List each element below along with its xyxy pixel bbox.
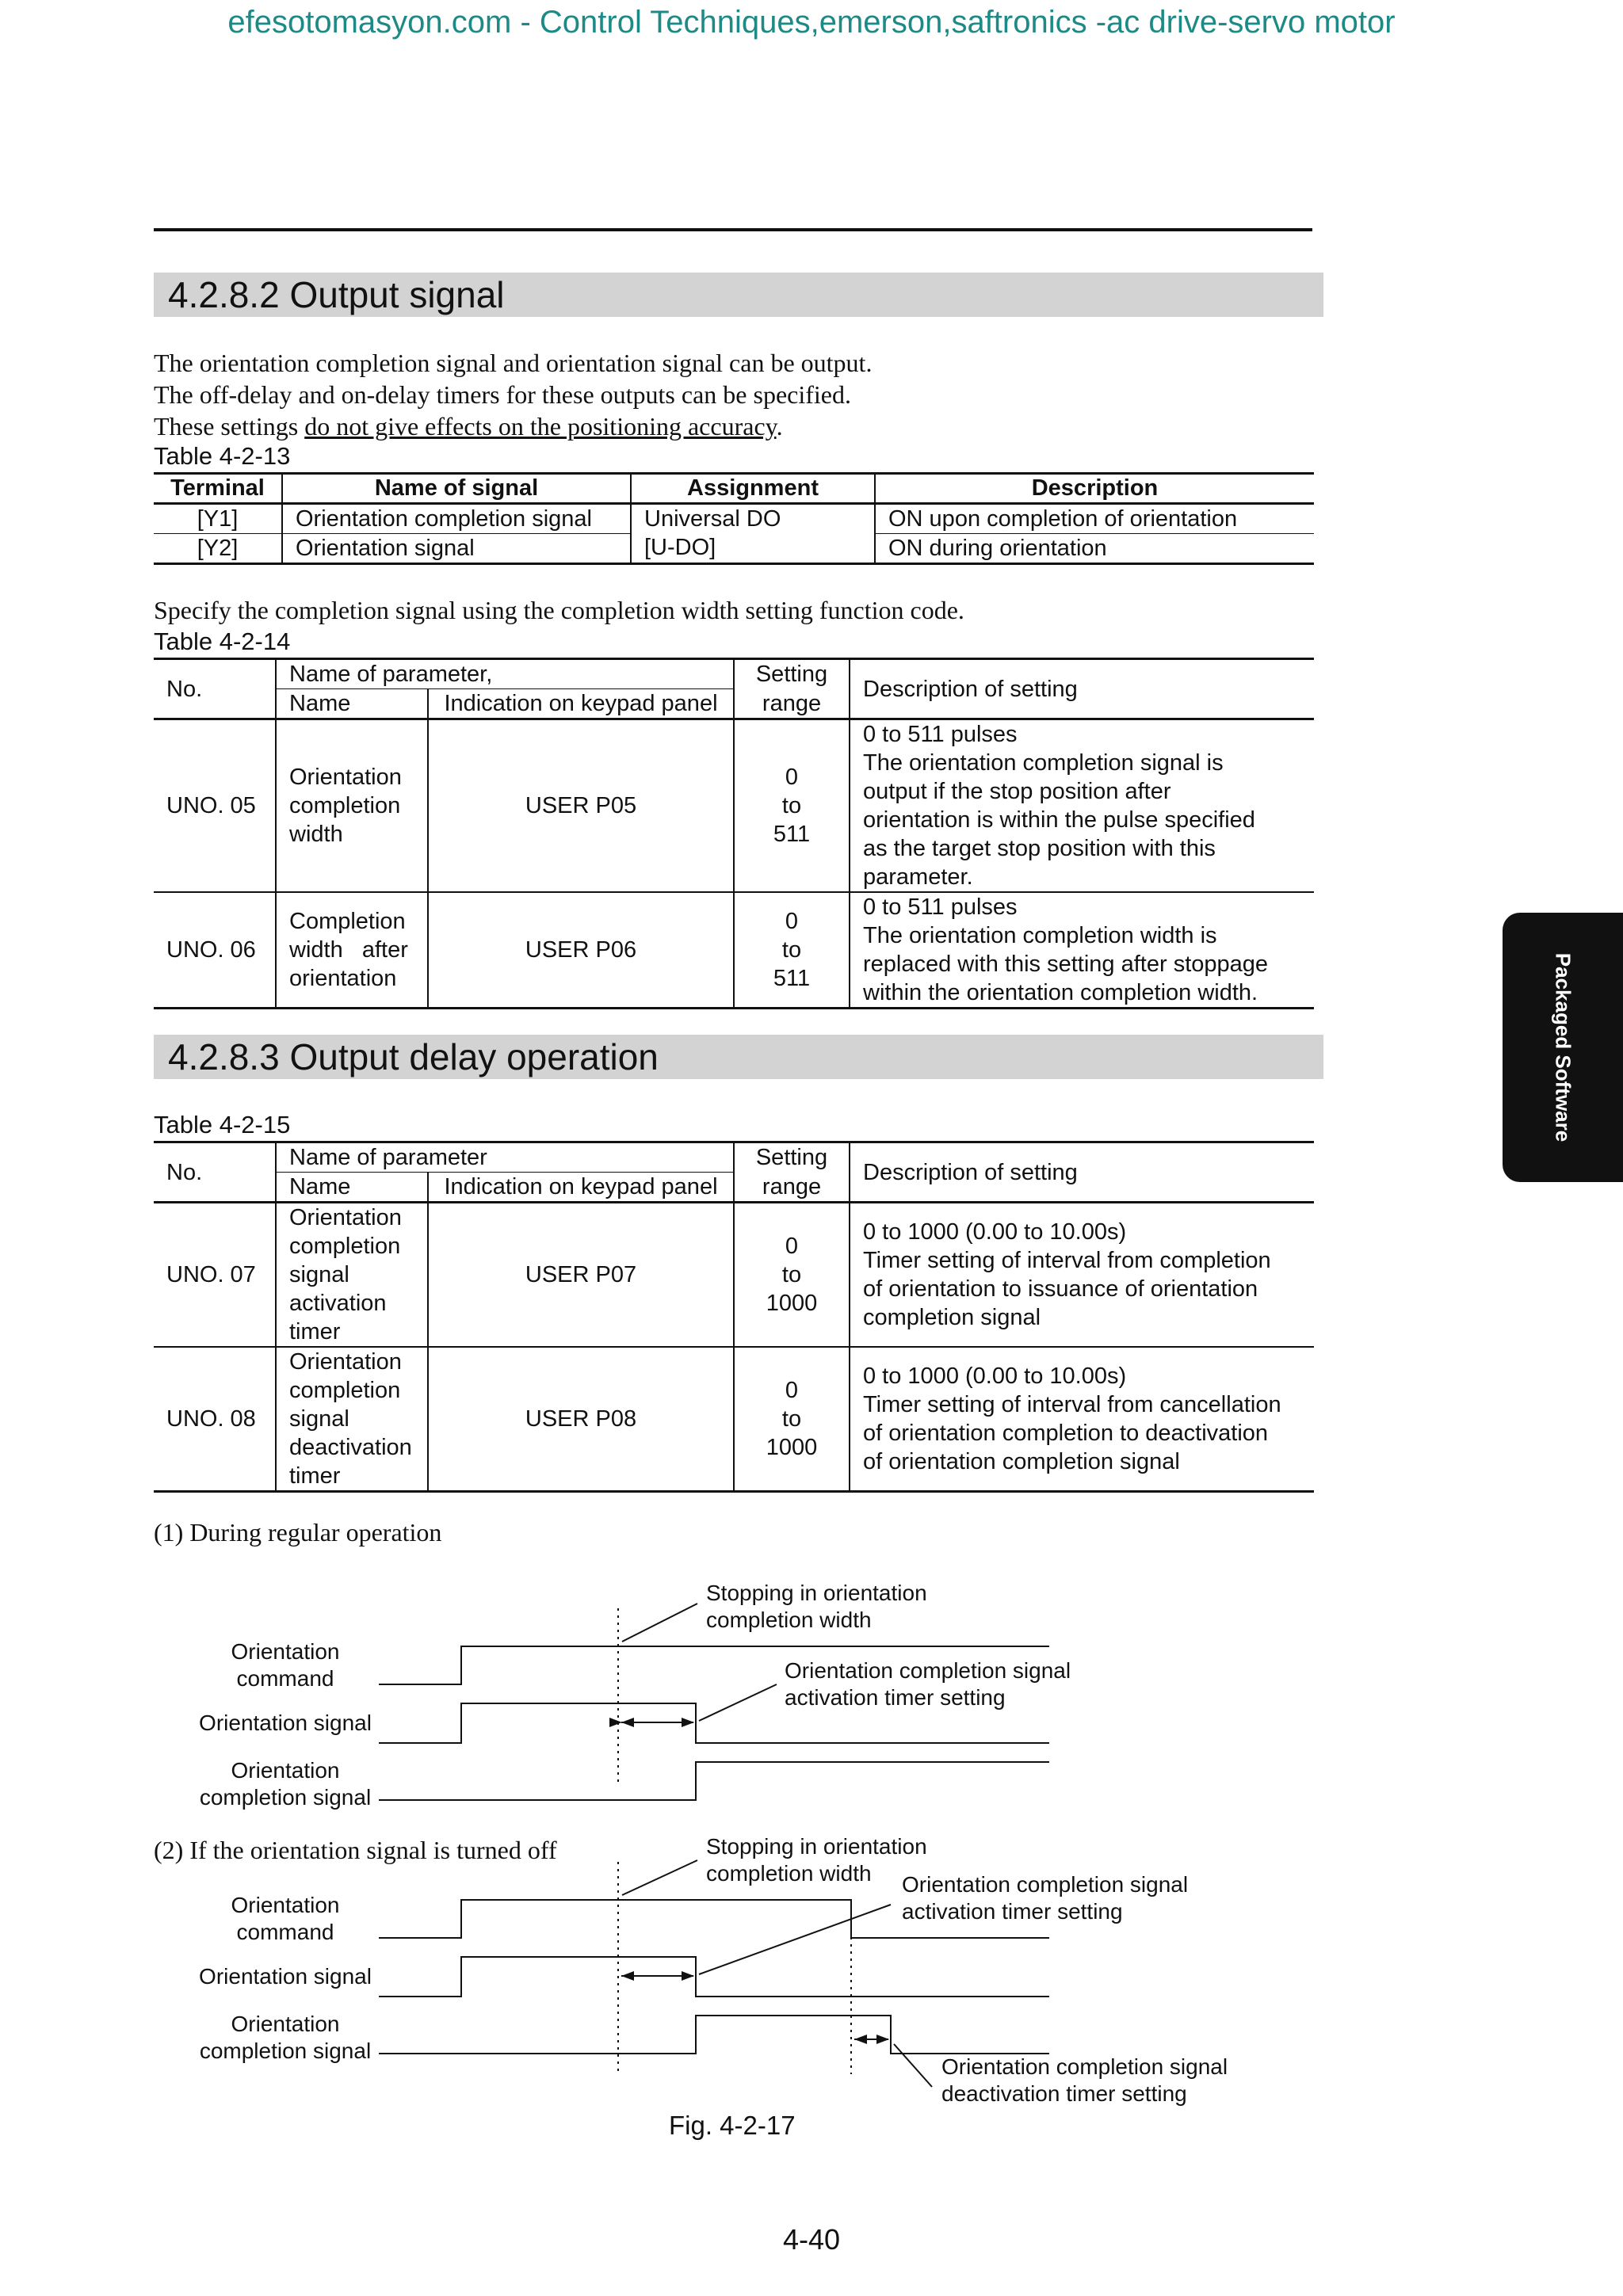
name-line: width after	[289, 937, 408, 963]
table-4-2-13-caption: Table 4-2-13	[154, 442, 291, 470]
activation-leader-line	[699, 1905, 891, 1974]
header-range: range	[734, 689, 850, 719]
label-stopping-2: completion width	[706, 1861, 872, 1886]
name-line: orientation	[289, 966, 397, 991]
header-assignment: Assignment	[631, 474, 875, 504]
description-line: Timer setting of interval from completion	[863, 1248, 1271, 1273]
intro-line-2: The off-delay and on-delay timers for these outputs can be specified.	[154, 380, 851, 409]
intro-line-1: The orientation completion signal and orientation signal can be output.	[154, 349, 873, 377]
name-line: activation	[289, 1291, 387, 1316]
header-terminal: Terminal	[154, 474, 282, 504]
description-line: orientation is within the pulse specified	[863, 807, 1255, 833]
diagram-heading-2-text: (2) If the orientation signal is turned off	[154, 1836, 557, 1864]
name-line: width	[289, 822, 343, 847]
description-line: The orientation completion signal is	[863, 750, 1224, 776]
description-line: output if the stop position after	[863, 779, 1171, 804]
side-tab	[1503, 913, 1623, 1182]
range-line: 1000	[766, 1291, 818, 1316]
label-activation-2: activation timer setting	[785, 1685, 1006, 1710]
description-line: of orientation completion to deactivation	[863, 1421, 1269, 1446]
description-line: of orientation to issuance of orientation	[863, 1276, 1258, 1302]
table-4-2-14-caption: Table 4-2-14	[154, 627, 291, 655]
side-tab-label: Packaged Software	[1551, 952, 1575, 1142]
intro-line-3-prefix: These settings	[154, 412, 305, 441]
description-line: as the target stop position with this	[863, 836, 1216, 861]
name-line: Orientation	[289, 765, 402, 790]
cell-indication: USER P05	[428, 719, 734, 893]
range-line: to	[781, 1406, 802, 1432]
cell-terminal: [Y1]	[154, 504, 282, 534]
header-description: Description	[875, 474, 1314, 504]
cell-no: UNO. 05	[154, 719, 276, 893]
label-stopping-2: completion width	[706, 1608, 872, 1632]
name-line: completion	[289, 1234, 401, 1259]
label-completion-signal-1: Orientation	[231, 1758, 340, 1783]
label-stopping-1: Stopping in orientation	[706, 1581, 927, 1605]
range-line: 0	[785, 1378, 799, 1403]
name-line: completion	[289, 1378, 401, 1403]
activation-leader-line	[699, 1684, 777, 1721]
diagram-1-labels	[199, 1581, 1071, 1810]
range-line: 511	[773, 822, 811, 847]
range-line: 0	[785, 765, 799, 790]
description-line: parameter.	[863, 864, 973, 890]
label-activation-2: activation timer setting	[902, 1899, 1123, 1924]
section-heading-output-delay: 4.2.8.3 Output delay operation	[154, 1035, 1323, 1079]
range-line: to	[781, 937, 802, 963]
range-line: 0	[785, 909, 799, 934]
cell-description: ON upon completion of orientation	[875, 504, 1314, 534]
table-4-2-15-caption: Table 4-2-15	[154, 1111, 291, 1138]
label-deactivation-2: deactivation timer setting	[941, 2081, 1187, 2106]
description-line: The orientation completion width is	[863, 923, 1217, 948]
range-line: 0	[785, 1234, 799, 1259]
completion-signal-waveform	[379, 1762, 1049, 1800]
cell-signal-name: Orientation signal	[282, 534, 631, 564]
cell-no: UNO. 07	[154, 1203, 276, 1348]
section-heading-output-signal: 4.2.8.2 Output signal	[154, 273, 1323, 317]
header-range: range	[734, 1173, 850, 1203]
arrow-head-left	[854, 2035, 867, 2044]
description-line: replaced with this setting after stoppage	[863, 952, 1269, 977]
label-orientation-signal: Orientation signal	[199, 1711, 372, 1735]
stopping-leader-line	[622, 1860, 697, 1895]
header-name-of-parameter: Name of parameter	[276, 1142, 734, 1173]
label-deactivation-1: Orientation completion signal	[941, 2054, 1228, 2079]
cell-no: UNO. 06	[154, 892, 276, 1009]
header-no: No.	[154, 1142, 276, 1203]
header-indication: Indication on keypad panel	[428, 1173, 734, 1203]
label-orientation-command-1: Orientation	[231, 1639, 340, 1664]
label-stopping-1: Stopping in orientation	[706, 1834, 927, 1859]
orientation-signal-waveform	[379, 1957, 1049, 1997]
label-completion-signal-1: Orientation	[231, 2012, 340, 2036]
stopping-leader-line	[622, 1604, 697, 1642]
header-indication: Indication on keypad panel	[428, 689, 734, 719]
label-activation-1: Orientation completion signal	[785, 1658, 1071, 1683]
cell-indication: USER P06	[428, 892, 734, 1009]
figure-caption: Fig. 4-2-17	[669, 2111, 796, 2140]
cell-assignment: [U-DO]	[631, 534, 875, 564]
completion-signal-waveform	[379, 2016, 1049, 2054]
cell-indication: USER P07	[428, 1203, 734, 1348]
label-orientation-command-2: command	[236, 1666, 334, 1691]
description-line: of orientation completion signal	[863, 1449, 1180, 1474]
range-line: to	[781, 793, 802, 818]
range-line: 511	[773, 966, 811, 991]
watermark: efesotomasyon.com - Control Techniques,emerson,saftronics -ac drive-servo motor	[227, 5, 1396, 40]
cell-signal-name: Orientation completion signal	[282, 504, 631, 534]
header-no: No.	[154, 659, 276, 719]
header-description: Description of setting	[850, 1142, 1314, 1203]
completion-width-line: Specify the completion signal using the completion width setting function code.	[154, 596, 964, 624]
page-number: 4-40	[782, 2223, 841, 2256]
description-line: 0 to 1000 (0.00 to 10.00s)	[863, 1219, 1127, 1245]
header-name-of-parameter: Name of parameter,	[276, 659, 734, 689]
cell-description: ON during orientation	[875, 534, 1314, 564]
intro-line-3-suffix: .	[776, 412, 783, 441]
arrow-head-left	[621, 1971, 634, 1981]
range-line: to	[781, 1262, 802, 1287]
intro-line-3-underlined: do not give effects on the positioning accuracy	[304, 412, 777, 441]
cell-no: UNO. 08	[154, 1347, 276, 1492]
name-line: Orientation	[289, 1349, 402, 1375]
name-line: timer	[289, 1463, 341, 1489]
name-line: signal	[289, 1262, 349, 1287]
name-line: timer	[289, 1319, 341, 1344]
name-line: signal	[289, 1406, 349, 1432]
header-description: Description of setting	[850, 659, 1314, 719]
description-line: 0 to 511 pulses	[863, 722, 1018, 747]
name-line: deactivation	[289, 1435, 412, 1460]
description-line: 0 to 511 pulses	[863, 894, 1018, 920]
cell-indication: USER P08	[428, 1347, 734, 1492]
diagram-2-labels	[199, 1834, 1228, 2106]
label-completion-signal-2: completion signal	[199, 2039, 372, 2063]
header-name-of-signal: Name of signal	[282, 474, 631, 504]
header-name: Name	[276, 1173, 428, 1203]
header-setting: Setting	[734, 1142, 850, 1173]
description-line: Timer setting of interval from cancellation	[863, 1392, 1281, 1417]
description-line: completion signal	[863, 1305, 1041, 1330]
label-activation-1: Orientation completion signal	[902, 1872, 1189, 1897]
name-line: Orientation	[289, 1205, 402, 1230]
header-setting: Setting	[734, 659, 850, 689]
label-orientation-command-1: Orientation	[231, 1893, 340, 1917]
cell-assignment: Universal DO	[631, 504, 875, 534]
diagram-heading-1-text: (1) During regular operation	[154, 1518, 442, 1547]
label-orientation-signal: Orientation signal	[199, 1964, 372, 1989]
header-name: Name	[276, 689, 428, 719]
name-line: completion	[289, 793, 401, 818]
description-line: within the orientation completion width.	[863, 980, 1258, 1005]
deactivation-leader-line	[894, 2044, 932, 2087]
arrow-head-left	[621, 1718, 634, 1727]
label-completion-signal-2: completion signal	[199, 1785, 372, 1810]
cell-terminal: [Y2]	[154, 534, 282, 564]
label-orientation-command-2: command	[236, 1920, 334, 1944]
name-line: Completion	[289, 909, 406, 934]
description-line: 0 to 1000 (0.00 to 10.00s)	[863, 1363, 1127, 1389]
range-line: 1000	[766, 1435, 818, 1460]
